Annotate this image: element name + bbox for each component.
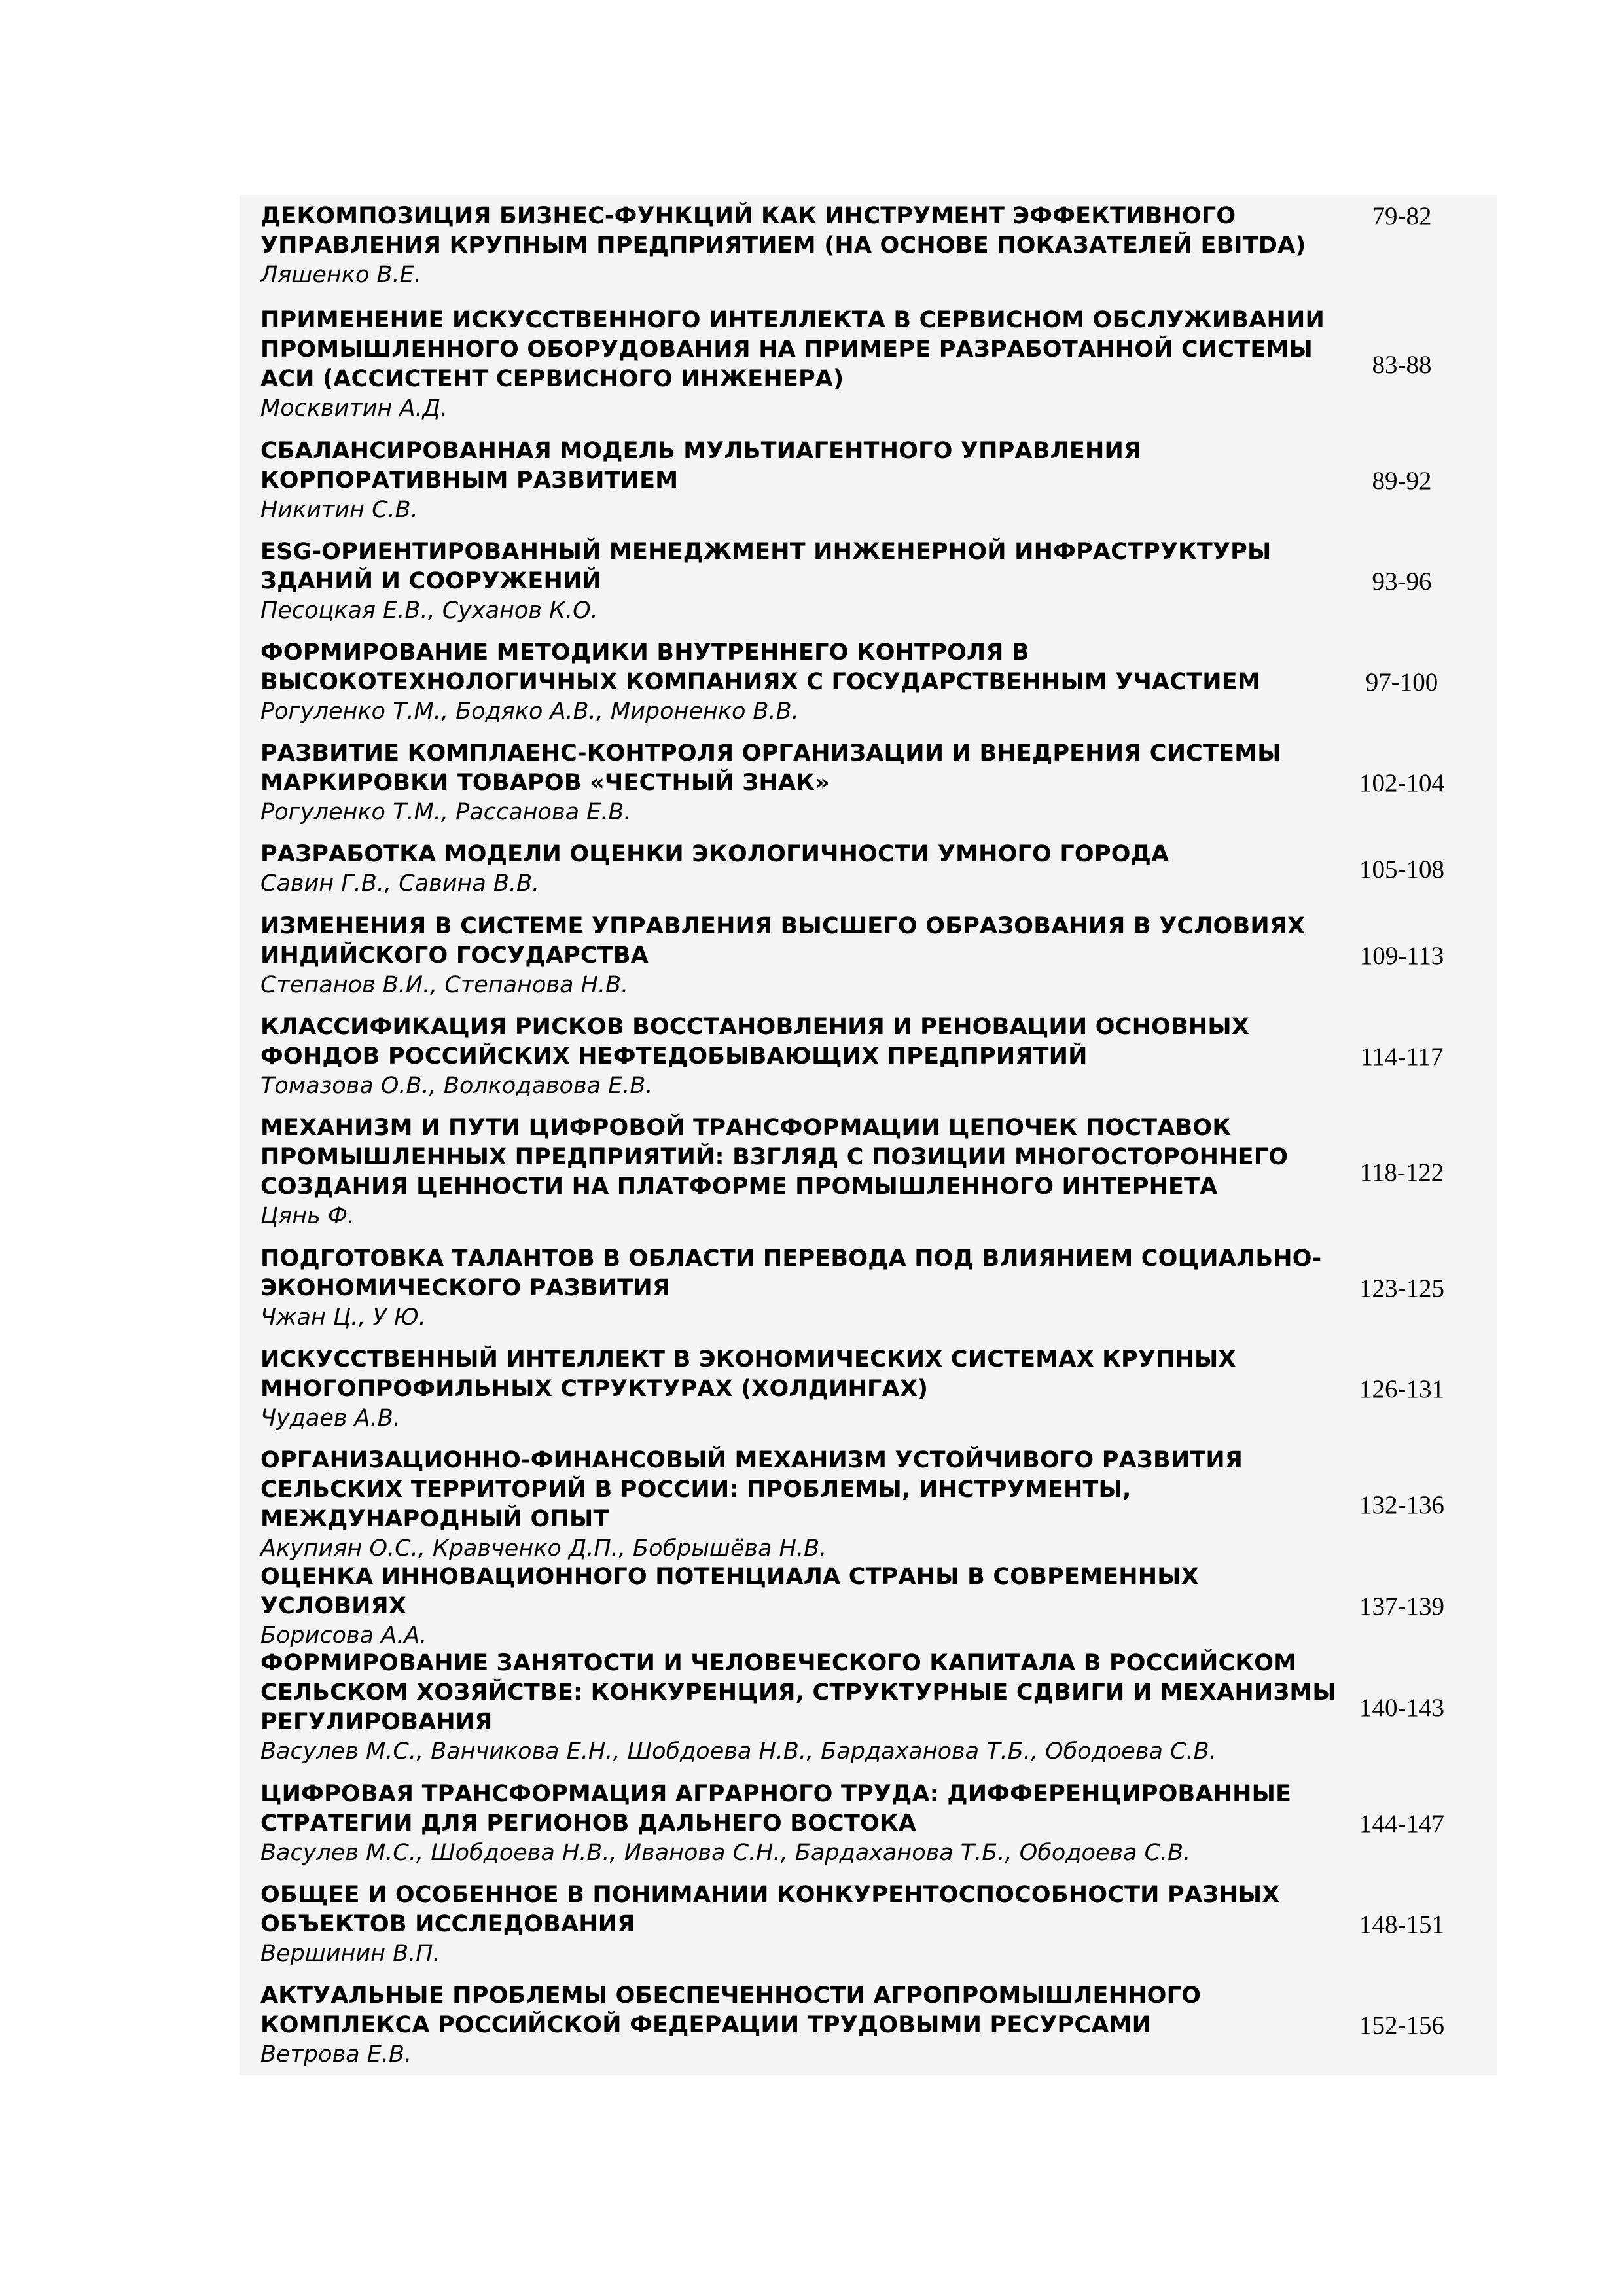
toc-entry[interactable] xyxy=(260,1978,1476,2072)
article-authors: Степанов В.И., Степанова Н.В. xyxy=(260,971,629,998)
article-authors: Васулев М.С., Ванчикова Е.Н., Шобдоева Н.В., Бардаханова Т.Б., Ободоева С.В. xyxy=(260,1738,1217,1765)
article-title: КЛАССИФИКАЦИЯ РИСКОВ ВОССТАНОВЛЕНИЯ И РЕНОВАЦИИ ОСНОВНЫХ ФОНДОВ РОССИЙСКИХ НЕФТЕДОБЫВАЮЩИХ ПРЕДПРИЯТИЙ xyxy=(260,1013,1250,1069)
toc-entry[interactable] xyxy=(260,202,1476,296)
article-authors: Васулев М.С., Шобдоева Н.В., Иванова С.Н., Бардаханова Т.Б., Ободоева С.В. xyxy=(260,1839,1191,1866)
toc-entry-text xyxy=(260,1649,1347,1767)
page-range: 79-82 xyxy=(1372,202,1432,230)
toc-entry[interactable] xyxy=(260,302,1476,427)
toc-entry[interactable] xyxy=(260,1877,1476,1971)
page-range: 109-113 xyxy=(1359,941,1444,970)
toc-entry[interactable] xyxy=(260,1776,1476,1871)
article-title: РАЗВИТИЕ КОМПЛАЕНС-КОНТРОЛЯ ОРГАНИЗАЦИИ И ВНЕДРЕНИЯ СИСТЕМЫ МАРКИРОВКИ ТОВАРОВ «ЧЕСТНЫЙ ЗНАК» xyxy=(260,740,1281,796)
article-title: ФОРМИРОВАНИЕ ЗАНЯТОСТИ И ЧЕЛОВЕЧЕСКОГО КАПИТАЛА В РОССИЙСКОМ СЕЛЬСКОМ ХОЗЯЙСТВЕ: КОНКУРЕНЦИЯ, СТРУКТУРНЫЕ СДВИГИ И МЕХАНИЗМЫ РЕГУЛИРОВАНИЯ xyxy=(260,1650,1336,1735)
toc-entry[interactable] xyxy=(260,908,1476,1003)
page-range: 105-108 xyxy=(1359,855,1444,884)
article-title: ПРИМЕНЕНИЕ ИСКУССТВЕННОГО ИНТЕЛЛЕКТА В СЕРВИСНОМ ОБСЛУЖИВАНИИ ПРОМЫШЛЕННОГО ОБОРУДОВАНИЯ НА ПРИМЕРЕ РАЗРАБОТАННОЙ СИСТЕМЫ АСИ (АССИСТЕНТ СЕРВИСНОГО ИНЖЕНЕРА) xyxy=(260,307,1325,392)
toc-entry-text xyxy=(260,840,1347,899)
page-range: 102-104 xyxy=(1359,768,1444,797)
article-title: ФОРМИРОВАНИЕ МЕТОДИКИ ВНУТРЕННЕГО КОНТРОЛЯ В ВЫСОКОТЕХНОЛОГИЧНЫХ КОМПАНИЯХ С ГОСУДАРСТВЕННЫМ УЧАСТИЕМ xyxy=(260,639,1260,695)
article-title: ПОДГОТОВКА ТАЛАНТОВ В ОБЛАСТИ ПЕРЕВОДА ПОД ВЛИЯНИЕМ СОЦИАЛЬНО-ЭКОНОМИЧЕСКОГО РАЗВИТИЯ xyxy=(260,1245,1322,1301)
page-range: 83-88 xyxy=(1372,350,1432,379)
toc-entry[interactable] xyxy=(260,1342,1476,1436)
toc-entry-text xyxy=(260,1880,1347,1969)
page-range: 123-125 xyxy=(1359,1274,1444,1302)
page-range: 144-147 xyxy=(1359,1809,1444,1838)
toc-entry-text xyxy=(260,1780,1347,1868)
article-title: ОРГАНИЗАЦИОННО-ФИНАНСОВЫЙ МЕХАНИЗМ УСТОЙЧИВОГО РАЗВИТИЯ СЕЛЬСКИХ ТЕРРИТОРИЙ В РОССИИ: ПРОБЛЕМЫ, ИНСТРУМЕНТЫ, МЕЖДУНАРОДНЫЙ ОПЫТ xyxy=(260,1447,1243,1532)
toc-entry-text xyxy=(260,306,1347,423)
toc-entry-text xyxy=(260,1013,1347,1101)
article-title: АКТУАЛЬНЫЕ ПРОБЛЕМЫ ОБЕСПЕЧЕННОСТИ АГРОПРОМЫШЛЕННОГО КОМПЛЕКСА РОССИЙСКОЙ ФЕДЕРАЦИИ ТРУДОВЫМИ РЕСУРСАМИ xyxy=(260,1982,1202,2038)
article-authors: Цянь Ф. xyxy=(260,1203,355,1229)
page-range: 148-151 xyxy=(1359,1910,1444,1939)
article-authors: Борисова А.А. xyxy=(260,1622,427,1649)
article-title: ИЗМЕНЕНИЯ В СИСТЕМЕ УПРАВЛЕНИЯ ВЫСШЕГО ОБРАЗОВАНИЯ В УСЛОВИЯХ ИНДИЙСКОГО ГОСУДАРСТВА xyxy=(260,912,1306,969)
toc-entry-text xyxy=(260,1981,1347,2070)
toc-entry-text xyxy=(260,1446,1347,1564)
article-authors: Акупиян О.С., Кравченко Д.П., Бобрышёва Н.В. xyxy=(260,1535,827,1562)
page-range: 152-156 xyxy=(1359,2011,1444,2039)
toc-entry[interactable] xyxy=(260,1443,1476,1567)
toc-entry[interactable] xyxy=(260,1563,1476,1649)
page-range: 118-122 xyxy=(1359,1158,1444,1187)
article-authors: Томазова О.В., Волкодавова Е.В. xyxy=(260,1072,653,1099)
page-range: 89-92 xyxy=(1372,466,1432,495)
page-range: 132-136 xyxy=(1359,1490,1444,1519)
article-title: МЕХАНИЗМ И ПУТИ ЦИФРОВОЙ ТРАНСФОРМАЦИИ ЦЕПОЧЕК ПОСТАВОК ПРОМЫШЛЕННЫХ ПРЕДПРИЯТИЙ: ВЗГЛЯД С ПОЗИЦИИ МНОГОСТОРОННЕГО СОЗДАНИЯ ЦЕННОСТИ НА ПЛАТФОРМЕ ПРОМЫШЛЕННОГО ИНТЕРНЕТА xyxy=(260,1115,1289,1200)
article-title: СБАЛАНСИРОВАННАЯ МОДЕЛЬ МУЛЬТИАГЕНТНОГО УПРАВЛЕНИЯ КОРПОРАТИВНЫМ РАЗВИТИЕМ xyxy=(260,437,1142,493)
article-authors: Москвитин А.Д. xyxy=(260,395,448,422)
toc-entry[interactable] xyxy=(260,736,1476,830)
toc-entry-text xyxy=(260,1113,1347,1231)
page-range: 93-96 xyxy=(1372,567,1432,596)
article-authors: Чудаев А.В. xyxy=(260,1405,401,1431)
toc-entry[interactable] xyxy=(260,1645,1476,1770)
toc-entry-text xyxy=(260,1345,1347,1433)
page-range: 140-143 xyxy=(1359,1693,1444,1722)
article-title: ESG-ОРИЕНТИРОВАННЫЙ МЕНЕДЖМЕНТ ИНЖЕНЕРНОЙ ИНФРАСТРУКТУРЫ ЗДАНИЙ И СООРУЖЕНИЙ xyxy=(260,538,1272,594)
article-title: ОЦЕНКА ИННОВАЦИОННОГО ПОТЕНЦИАЛА СТРАНЫ В СОВРЕМЕННЫХ УСЛОВИЯХ xyxy=(260,1563,1199,1619)
toc-entry[interactable] xyxy=(260,534,1476,628)
page-range: 126-131 xyxy=(1359,1374,1444,1403)
article-title: ДЕКОМПОЗИЦИЯ БИЗНЕС-ФУНКЦИЙ КАК ИНСТРУМЕНТ ЭФФЕКТИВНОГО УПРАВЛЕНИЯ КРУПНЫМ ПРЕДПРИЯТИЕМ (НА ОСНОВЕ ПОКАЗАТЕЛЕЙ EBITDA) xyxy=(260,203,1306,259)
article-authors: Песоцкая Е.В., Суханов К.О. xyxy=(260,597,598,624)
article-title: ИСКУССТВЕННЫЙ ИНТЕЛЛЕКТ В ЭКОНОМИЧЕСКИХ СИСТЕМАХ КРУПНЫХ МНОГОПРОФИЛЬНЫХ СТРУКТУРАХ (ХОЛДИНГАХ) xyxy=(260,1346,1236,1402)
page-range: 137-139 xyxy=(1359,1592,1444,1621)
toc-entry-text xyxy=(260,739,1347,827)
toc-entry-text xyxy=(260,1244,1347,1333)
toc-entry-text xyxy=(260,912,1347,1000)
toc-entry[interactable] xyxy=(260,1110,1476,1234)
toc-list xyxy=(260,202,1476,2079)
toc-entry-text xyxy=(260,202,1347,290)
toc-entry-text xyxy=(260,638,1347,726)
article-title: ЦИФРОВАЯ ТРАНСФОРМАЦИЯ АГРАРНОГО ТРУДА: ДИФФЕРЕНЦИРОВАННЫЕ СТРАТЕГИИ ДЛЯ РЕГИОНОВ ДАЛЬНЕГО ВОСТОКА xyxy=(260,1780,1292,1837)
toc-entry-text xyxy=(260,437,1347,525)
article-authors: Рогуленко Т.М., Рассанова Е.В. xyxy=(260,798,632,825)
toc-entry[interactable] xyxy=(260,433,1476,528)
article-authors: Никитин С.В. xyxy=(260,496,418,523)
toc-entry[interactable] xyxy=(260,635,1476,729)
toc-entry-text xyxy=(260,1562,1347,1651)
table-of-contents xyxy=(240,195,1497,2075)
toc-entry-text xyxy=(260,537,1347,626)
article-title: ОБЩЕЕ И ОСОБЕННОЕ В ПОНИМАНИИ КОНКУРЕНТОСПОСОБНОСТИ РАЗНЫХ ОБЪЕКТОВ ИССЛЕДОВАНИЯ xyxy=(260,1881,1280,1937)
article-authors: Ветрова Е.В. xyxy=(260,2041,412,2068)
article-authors: Ляшенко В.Е. xyxy=(260,262,421,288)
page-range: 114-117 xyxy=(1360,1042,1444,1071)
page-range: 97-100 xyxy=(1365,668,1438,696)
toc-entry[interactable] xyxy=(260,1241,1476,1335)
article-authors: Чжан Ц., У Ю. xyxy=(260,1304,426,1331)
toc-entry[interactable] xyxy=(260,1009,1476,1103)
toc-entry[interactable] xyxy=(260,836,1476,902)
article-title: РАЗРАБОТКА МОДЕЛИ ОЦЕНКИ ЭКОЛОГИЧНОСТИ УМНОГО ГОРОДА xyxy=(260,841,1169,867)
article-authors: Савин Г.В., Савина В.В. xyxy=(260,870,540,897)
article-authors: Рогуленко Т.М., Бодяко А.В., Мироненко В.В. xyxy=(260,698,799,725)
article-authors: Вершинин В.П. xyxy=(260,1940,440,1967)
